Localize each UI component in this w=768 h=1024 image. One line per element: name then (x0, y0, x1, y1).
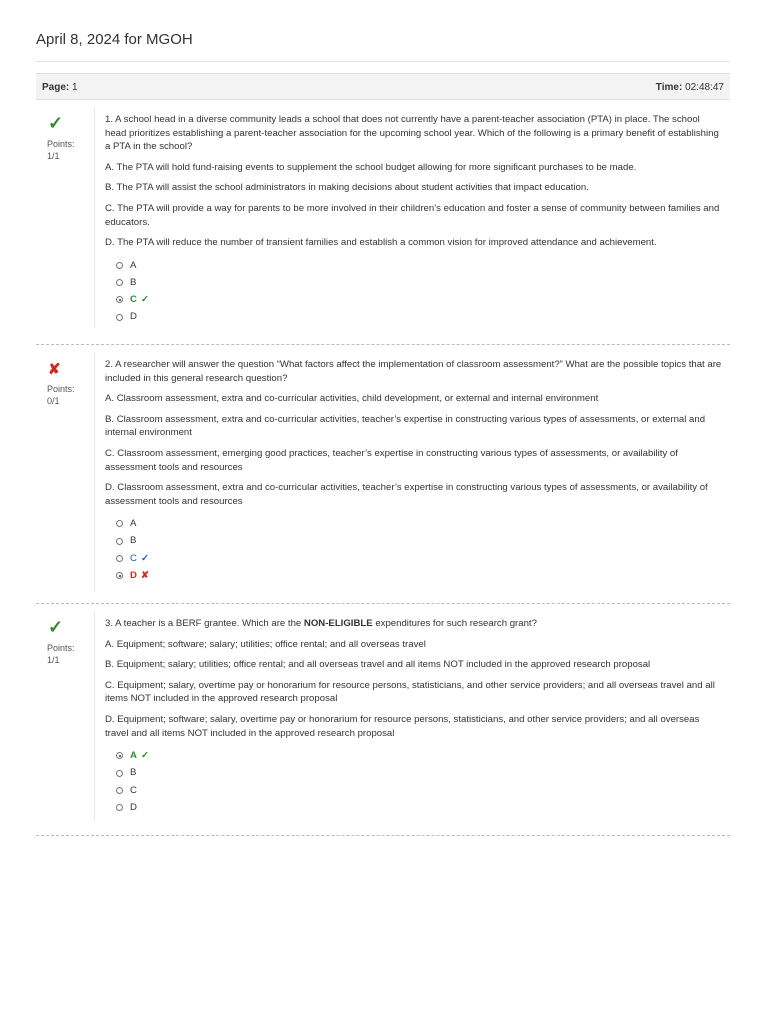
page-label: Page: (42, 82, 70, 93)
choice-label: C (130, 552, 137, 564)
points-label: Points: (47, 643, 75, 653)
choice-label: B (130, 276, 137, 288)
points-value: 1/1 (47, 151, 60, 161)
column-divider (94, 107, 95, 327)
option-text-d: D. Classroom assessment, extra and co-curricular activities, teacher’s expertise in constructing various types of assessments, or availability of assessment tools and resources (105, 482, 708, 507)
time-value: 02:48:47 (685, 82, 724, 93)
option-text-b: B. The PTA will assist the school administrators in making decisions about student activities that impact education. (105, 182, 589, 194)
cross-icon: ✘ (140, 570, 149, 582)
option-text-d: D. The PTA will reduce the number of transient families and establish a common vision for improved attendance and achievement. (105, 237, 657, 249)
page-header-title: April 8, 2024 for MGOH (36, 31, 193, 48)
check-icon: ✓ (48, 617, 64, 637)
option-text-c: C. The PTA will provide a way for parents to be more involved in their children’s education and foster a sense of community between families and educators. (105, 202, 720, 228)
choice-b[interactable] (116, 274, 722, 291)
radio-button[interactable] (116, 787, 123, 794)
check-icon: ✓ (140, 552, 149, 564)
points-value: 0/1 (47, 396, 60, 406)
choice-d[interactable] (116, 567, 722, 584)
choice-c[interactable] (116, 550, 722, 567)
radio-button-selected[interactable] (116, 296, 123, 303)
choice-b[interactable] (116, 533, 722, 550)
answer-choices (116, 747, 722, 816)
radio-button[interactable] (116, 555, 123, 562)
radio-button[interactable] (116, 262, 123, 269)
radio-button[interactable] (116, 804, 123, 811)
option-text-a: A. The PTA will hold fund-raising events to supplement the school budget allowing for more significant purchases to be made. (105, 161, 637, 173)
radio-button-selected[interactable] (116, 572, 123, 579)
page-info-bar (36, 73, 730, 100)
option-text-c: C. Classroom assessment, emerging good practices, teacher’s expertise in constructing various types of assessments, or availability of assessment tools and resources (105, 447, 678, 473)
page-indicator (42, 82, 78, 93)
check-icon: ✓ (140, 750, 149, 761)
choice-label: A (130, 750, 137, 761)
option-text-a: A. Equipment; software; salary; utilities; office rental; and all overseas travel (105, 638, 426, 650)
option-text-a: A. Classroom assessment, extra and co-curricular activities, child development, or external and internal environment (105, 393, 599, 405)
choice-label: B (130, 767, 137, 779)
check-icon: ✓ (48, 113, 64, 133)
column-divider (94, 611, 95, 821)
stem-emphasis: NON-ELIGIBLE (303, 618, 373, 629)
check-icon: ✓ (140, 294, 149, 306)
choice-label: A (130, 518, 137, 530)
choice-a[interactable] (116, 515, 722, 532)
stem-text: 3. A teacher is a BERF grantee. Which are the (105, 618, 304, 629)
timer (656, 82, 724, 93)
choice-label: B (130, 535, 137, 547)
column-divider (94, 352, 95, 592)
choice-label: D (130, 311, 137, 323)
cross-icon: ✘ (48, 361, 61, 378)
choice-d[interactable] (116, 309, 722, 326)
option-text-b: B. Classroom assessment, extra and co-curricular activities, teacher’s expertise in constructing various types of assessments, or external and internal environment (105, 413, 706, 439)
question-stem: 1. A school head in a diverse community leads a school that does not currently have a parent-teacher association (PTA) in place. The school head prioritizes establishing a parent-teacher association for the upcoming school year. Which of the following is a primary benefit of establishing a PTA in the school? (105, 114, 719, 153)
answer-choices (116, 515, 722, 584)
question-separator (36, 835, 730, 836)
question-stem: 2. A researcher will answer the question “What factors affect the implementation of classroom assessment?” What are the possible topics that are included in this general research question? (105, 359, 722, 384)
choice-c[interactable] (116, 782, 722, 799)
choice-d[interactable] (116, 799, 722, 816)
question-separator (36, 344, 730, 345)
header-divider (36, 61, 730, 62)
choice-label: C (130, 294, 137, 306)
answer-choices (116, 257, 722, 326)
page-number: 1 (72, 82, 78, 93)
choice-label: C (130, 784, 137, 796)
option-text-d: D. Equipment; software; salary, overtime pay or honorarium for resource persons, statisticians, and other service providers; and all overseas travel and all items NOT included in the approved research proposal (105, 713, 700, 739)
choice-b[interactable] (116, 764, 722, 781)
choice-a[interactable] (116, 257, 722, 274)
choice-label: D (130, 801, 137, 813)
option-text-c: C. Equipment; salary, overtime pay or honorarium for resource persons, statisticians, and other service providers; and all overseas travel and all items NOT included in the approved research proposal (105, 679, 715, 705)
radio-button[interactable] (116, 279, 123, 286)
radio-button-selected[interactable] (116, 752, 123, 759)
stem-text: expenditures for such research grant? (372, 618, 537, 629)
time-label: Time: (655, 82, 683, 93)
choice-label: D (130, 570, 137, 582)
points-value: 1/1 (47, 655, 60, 665)
radio-button[interactable] (116, 314, 123, 321)
question-separator (36, 603, 730, 604)
option-text-b: B. Equipment; salary; utilities; office rental; and all overseas travel and all items NOT included in the approved research proposal (105, 659, 651, 671)
points-label: Points: (47, 384, 75, 394)
radio-button[interactable] (116, 520, 123, 527)
question-stem (105, 617, 722, 631)
radio-button[interactable] (116, 770, 123, 777)
choice-label: A (130, 259, 137, 271)
choice-a[interactable] (116, 747, 722, 764)
choice-c[interactable] (116, 291, 722, 308)
points-label: Points: (47, 139, 75, 149)
radio-button[interactable] (116, 538, 123, 545)
